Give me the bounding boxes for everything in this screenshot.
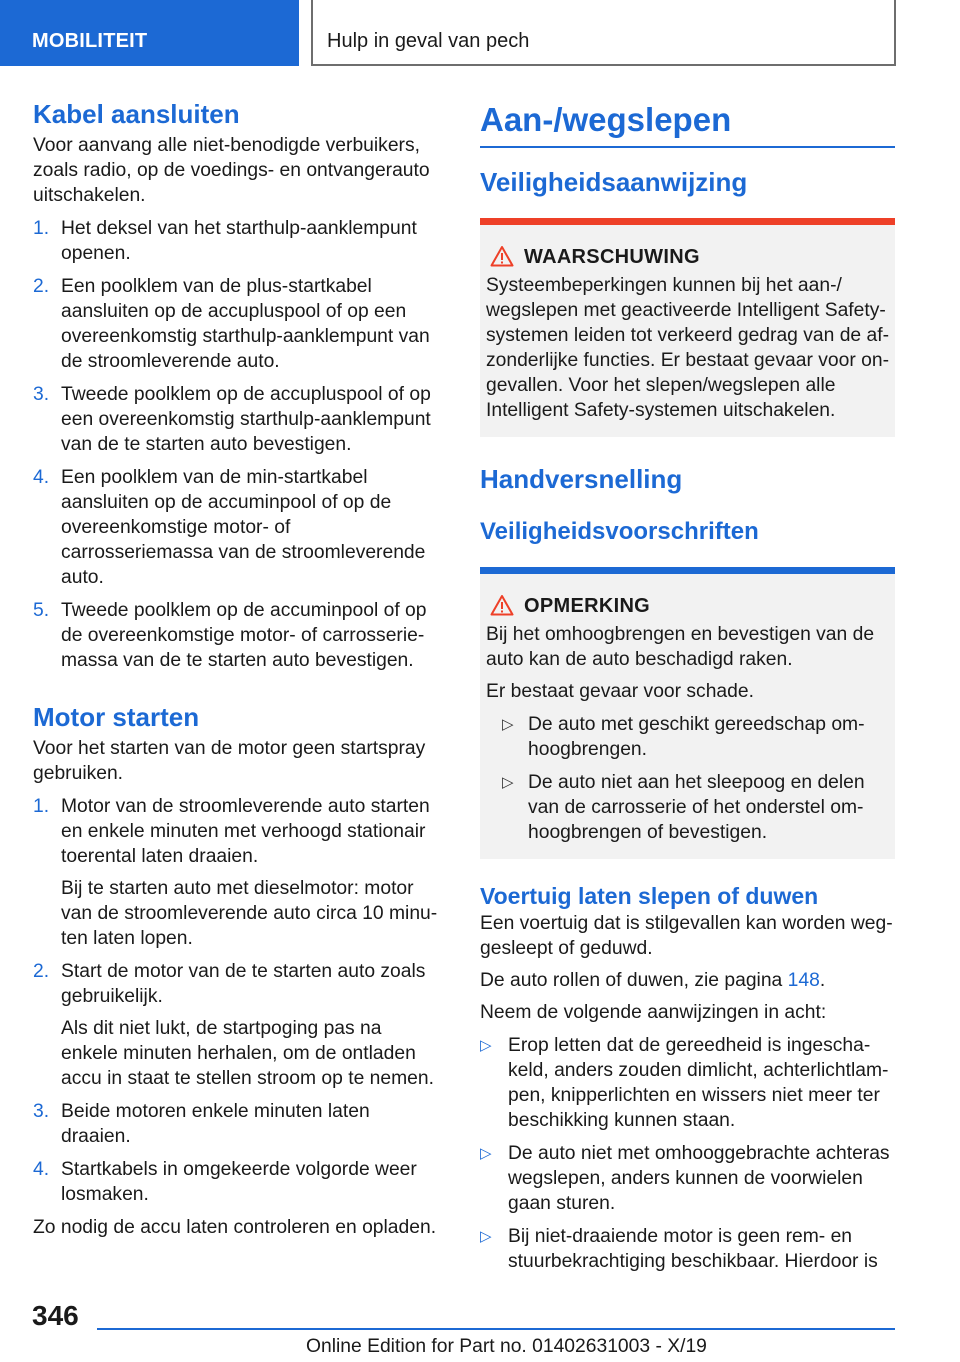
warning-title bbox=[486, 245, 889, 269]
tow-list bbox=[480, 1033, 895, 1274]
tow-paragraph-2 bbox=[480, 968, 895, 993]
step-subtext: Bij te starten auto met dieselmotor: motor van de stroomleverende auto circa 10 minuten laten lopen. bbox=[61, 878, 438, 949]
page-header bbox=[0, 0, 960, 66]
notice-text-1: Bij het omhoogbrengen en bevestigen van de auto kan de auto beschadigd raken. bbox=[486, 624, 875, 670]
heading-veiligheidsaanwijzing: Veiligheidsaanwijzing bbox=[480, 167, 748, 197]
warning-bar bbox=[480, 218, 895, 225]
notice-label: OPMERKING bbox=[524, 595, 651, 617]
heading-handversnelling: Handversnelling bbox=[480, 464, 683, 494]
list-item-text: De auto met geschikt gereedschap omhoogbrengen. bbox=[528, 714, 865, 760]
section-tab: MOBILITEIT bbox=[0, 0, 299, 66]
list-item bbox=[33, 1157, 440, 1207]
bullet-triangle-icon: ▷ bbox=[480, 1145, 492, 1162]
warning-triangle-icon bbox=[490, 245, 514, 267]
page-number: 346 bbox=[32, 1300, 79, 1331]
edition-text: Online Edition for Part no. 01402631003 - X/19 bbox=[306, 1336, 707, 1357]
heading-motor-starten: Motor starten bbox=[33, 702, 200, 732]
list-item bbox=[33, 598, 440, 673]
notice-text-2: Er bestaat gevaar voor schade. bbox=[486, 681, 754, 702]
list-item bbox=[33, 274, 440, 374]
list-item bbox=[486, 770, 889, 845]
step-text: Tweede poolklem op de accupluspool of op een overeenkomstig starthulp-aanklempunt van de te starten auto bevestigen. bbox=[61, 384, 431, 455]
step-text: Beide motoren enkele minuten laten draaien. bbox=[61, 1101, 370, 1147]
list-item bbox=[33, 465, 440, 590]
caution-triangle-icon bbox=[490, 594, 514, 616]
tow-paragraph-2-suffix: . bbox=[819, 970, 826, 991]
bullet-triangle-icon: ▷ bbox=[480, 1037, 492, 1054]
right-column bbox=[480, 100, 895, 1274]
tow-paragraph-1: Een voertuig dat is stilgevallen kan worden weggesleept of geduwd. bbox=[480, 913, 893, 959]
step-text: Tweede poolklem op de accuminpool of op de overeenkomstige motor- of carrosseriemassa van de te starten auto bevestigen. bbox=[61, 600, 427, 671]
list-item-text: Bij niet-draaiende motor is geen rem- en stuurbekrachtiging beschikbaar. Hierdoor is bbox=[508, 1226, 878, 1272]
tow-paragraph-3: Neem de volgende aanwijzingen in acht: bbox=[480, 1002, 827, 1023]
motor-intro: Voor het starten van de motor geen startspray gebruiken. bbox=[33, 738, 426, 784]
kabel-steps bbox=[33, 216, 440, 673]
left-column bbox=[33, 98, 440, 1240]
step-text: Het deksel van het starthulp-aanklempunt openen. bbox=[61, 218, 417, 264]
kabel-intro: Voor aanvang alle niet-benodigde verbuikers, zoals radio, op de voedings- en ontvangerauto uitschakelen. bbox=[33, 135, 430, 206]
list-item-text: Erop letten dat de gereedheid is ingeschakeld, anders zouden dimlicht, achterlichtlampen, knipperlichten en wissers niet meer ter beschikking kunnen staan. bbox=[508, 1035, 889, 1131]
footer-divider bbox=[97, 1328, 895, 1330]
list-item bbox=[33, 794, 440, 951]
step-number: 2. bbox=[33, 276, 50, 297]
step-subtext: Als dit niet lukt, de startpoging pas na enkele minuten herhalen, om de ontladen accu in staat te stellen stroom op te nemen. bbox=[61, 1018, 434, 1089]
list-item-text: De auto niet met omhooggebrachte achteras wegslepen, anders kunnen de voorwielen gaan sturen. bbox=[508, 1143, 890, 1214]
step-text: Een poolklem van de plus-startkabel aansluiten op de accupluspool of op een overeenkomstig starthulp-aanklempunt van de stroomleverende auto. bbox=[61, 276, 430, 372]
heading-voertuig-slepen: Voertuig laten slepen of duwen bbox=[480, 883, 819, 909]
list-item bbox=[486, 712, 889, 762]
step-number: 1. bbox=[33, 218, 50, 239]
step-text: Een poolklem van de min-startkabel aansluiten op de accuminpool of op de overeenkomstige motor- of carrosseriemassa van de stroomleverende auto. bbox=[61, 467, 426, 588]
notice-title bbox=[486, 594, 889, 618]
heading-aan-wegslepen: Aan-/wegslepen bbox=[480, 100, 895, 148]
bullet-triangle-icon: ▷ bbox=[502, 774, 514, 791]
warning-text: Systeembeperkingen kunnen bij het aan-/ wegslepen met geactiveerde Intelligent Safety-systemen leiden tot verkeerd gedrag van de afzonderlijke functies. Er bestaat gevaar voor ongevallen. Voor het slepen/wegslepen alle Intelligent Safety-systemen uitschakelen. bbox=[486, 275, 889, 421]
motor-steps bbox=[33, 794, 440, 1207]
chapter-tab: Hulp in geval van pech bbox=[311, 0, 896, 66]
step-text: Motor van de stroomleverende auto starten en enkele minuten met verhoogd stationair toerental laten draaien. bbox=[61, 796, 430, 867]
list-item bbox=[480, 1033, 895, 1133]
step-number: 5. bbox=[33, 600, 50, 621]
notice-bar bbox=[480, 567, 895, 574]
bullet-triangle-icon: ▷ bbox=[480, 1228, 492, 1245]
list-item bbox=[480, 1224, 895, 1274]
step-number: 4. bbox=[33, 467, 50, 488]
warning-label: WAARSCHUWING bbox=[524, 246, 700, 268]
list-item bbox=[33, 216, 440, 266]
step-number: 1. bbox=[33, 796, 50, 817]
list-item bbox=[33, 382, 440, 457]
notice-box bbox=[480, 567, 895, 859]
motor-outro: Zo nodig de accu laten controleren en opladen. bbox=[33, 1217, 437, 1238]
step-text: Start de motor van de te starten auto zoals gebruikelijk. bbox=[61, 961, 426, 1007]
list-item-text: De auto niet aan het sleepoog en delen van de carrosserie of het onderstel omhoogbrengen of bevestigen. bbox=[528, 772, 865, 843]
step-number: 3. bbox=[33, 384, 50, 405]
step-number: 2. bbox=[33, 961, 50, 982]
list-item bbox=[33, 1099, 440, 1149]
bullet-triangle-icon: ▷ bbox=[502, 716, 514, 733]
heading-kabel-aansluiten: Kabel aansluiten bbox=[33, 99, 240, 129]
step-number: 4. bbox=[33, 1159, 50, 1180]
heading-veiligheidsvoorschriften: Veiligheidsvoorschriften bbox=[480, 518, 759, 545]
step-number: 3. bbox=[33, 1101, 50, 1122]
notice-list bbox=[486, 712, 889, 845]
list-item bbox=[480, 1141, 895, 1216]
list-item bbox=[33, 959, 440, 1091]
step-text: Startkabels in omgekeerde volgorde weer losmaken. bbox=[61, 1159, 417, 1205]
warning-box bbox=[480, 218, 895, 437]
tow-paragraph-2-prefix: De auto rollen of duwen, zie pagina bbox=[480, 970, 788, 991]
page-reference-link[interactable]: 148 bbox=[787, 970, 820, 991]
